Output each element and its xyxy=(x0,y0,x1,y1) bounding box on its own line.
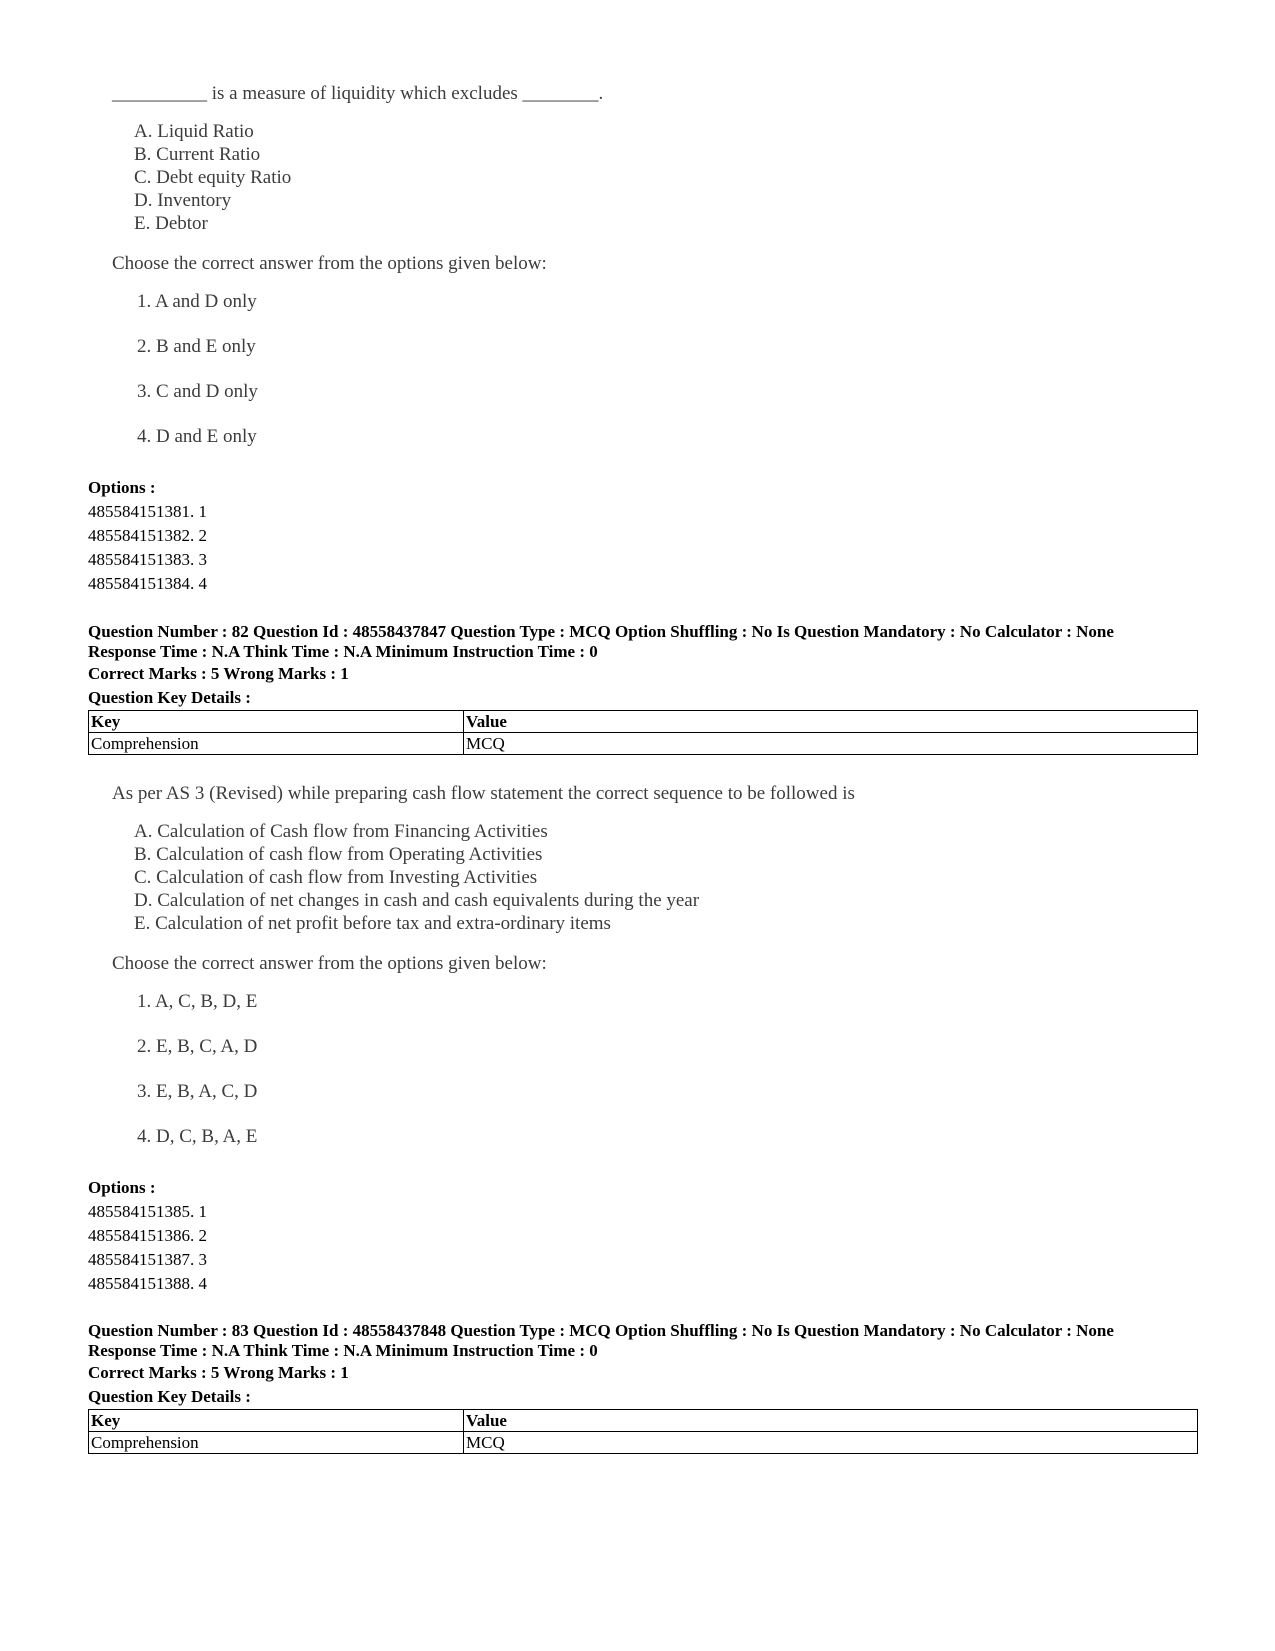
q83-meta-line1: Question Number : 83 Question Id : 48558437848 Question Type : MCQ Option Shuffling : No Is Question Mandatory : No Calculator : None xyxy=(88,1321,1114,1340)
q82-meta-line2: Response Time : N.A Think Time : N.A Minimum Instruction Time : 0 xyxy=(88,642,598,661)
options-label: Options : xyxy=(88,478,156,497)
q82-options xyxy=(88,1176,1188,1296)
q82-answers xyxy=(137,991,855,1171)
q82-item: B. Calculation of cash flow from Operating Activities xyxy=(134,844,543,865)
q81-item: D. Inventory xyxy=(134,190,232,211)
table-header-value: Value xyxy=(464,711,1198,733)
option-item: 485584151383. 3 xyxy=(88,550,207,569)
options-label: Options : xyxy=(88,1178,156,1197)
q83-key-table xyxy=(88,1409,1198,1454)
q83-metadata xyxy=(88,1321,1188,1409)
q81-answers xyxy=(137,291,603,471)
q82-item: C. Calculation of cash flow from Investing Activities xyxy=(134,867,538,888)
option-item: 485584151381. 1 xyxy=(88,502,207,521)
table-row xyxy=(89,733,1198,755)
q81-options xyxy=(88,476,1188,596)
q82-answer: 1. A, C, B, D, E xyxy=(137,991,258,1012)
q82-answer: 2. E, B, C, A, D xyxy=(137,1036,258,1057)
q82-metadata xyxy=(88,622,1188,710)
table-cell-value: MCQ xyxy=(464,1432,1198,1454)
q81-item: A. Liquid Ratio xyxy=(134,121,254,142)
table-header-value: Value xyxy=(464,1410,1198,1432)
q82-key-table xyxy=(88,710,1198,755)
q82-item: D. Calculation of net changes in cash and cash equivalents during the year xyxy=(134,890,700,911)
option-item: 485584151382. 2 xyxy=(88,526,207,545)
q83-marks: Correct Marks : 5 Wrong Marks : 1 xyxy=(88,1363,349,1382)
q82-marks: Correct Marks : 5 Wrong Marks : 1 xyxy=(88,664,349,683)
q81-answer: 4. D and E only xyxy=(137,426,257,447)
q82-answer: 4. D, C, B, A, E xyxy=(137,1126,258,1147)
q81-answer: 2. B and E only xyxy=(137,336,256,357)
table-header-row xyxy=(89,711,1198,733)
option-item: 485584151385. 1 xyxy=(88,1202,207,1221)
q82-items xyxy=(134,820,855,935)
q81-item: C. Debt equity Ratio xyxy=(134,167,292,188)
q82-meta-line1: Question Number : 82 Question Id : 48558437847 Question Type : MCQ Option Shuffling : No Is Question Mandatory : No Calculator : None xyxy=(88,622,1114,641)
option-item: 485584151386. 2 xyxy=(88,1226,207,1245)
q81-stem: __________ is a measure of liquidity which excludes ________. xyxy=(112,83,604,104)
q81-question-image xyxy=(112,82,603,471)
q82-answer: 3. E, B, A, C, D xyxy=(137,1081,258,1102)
option-item: 485584151384. 4 xyxy=(88,574,207,593)
q82-key-details: Question Key Details : xyxy=(88,688,251,707)
table-row xyxy=(89,1432,1198,1454)
option-item: 485584151388. 4 xyxy=(88,1274,207,1293)
table-cell-key: Comprehension xyxy=(89,1432,464,1454)
q82-item: E. Calculation of net profit before tax and extra-ordinary items xyxy=(134,913,611,934)
table-header-key: Key xyxy=(89,711,464,733)
q82-item: A. Calculation of Cash flow from Financing Activities xyxy=(134,821,548,842)
q83-meta-line2: Response Time : N.A Think Time : N.A Minimum Instruction Time : 0 xyxy=(88,1341,598,1360)
q81-items xyxy=(134,120,603,235)
q82-choose-text: Choose the correct answer from the options given below: xyxy=(112,953,547,974)
q81-answer: 3. C and D only xyxy=(137,381,258,402)
q81-item: B. Current Ratio xyxy=(134,144,261,165)
q82-question-image xyxy=(112,782,855,1171)
table-cell-key: Comprehension xyxy=(89,733,464,755)
q81-item: E. Debtor xyxy=(134,213,208,234)
q81-choose-text: Choose the correct answer from the options given below: xyxy=(112,253,547,274)
q83-key-details: Question Key Details : xyxy=(88,1387,251,1406)
option-item: 485584151387. 3 xyxy=(88,1250,207,1269)
q82-stem: As per AS 3 (Revised) while preparing cash flow statement the correct sequence to be followed is xyxy=(112,783,855,804)
table-cell-value: MCQ xyxy=(464,733,1198,755)
table-header-row xyxy=(89,1410,1198,1432)
q81-answer: 1. A and D only xyxy=(137,291,257,312)
table-header-key: Key xyxy=(89,1410,464,1432)
